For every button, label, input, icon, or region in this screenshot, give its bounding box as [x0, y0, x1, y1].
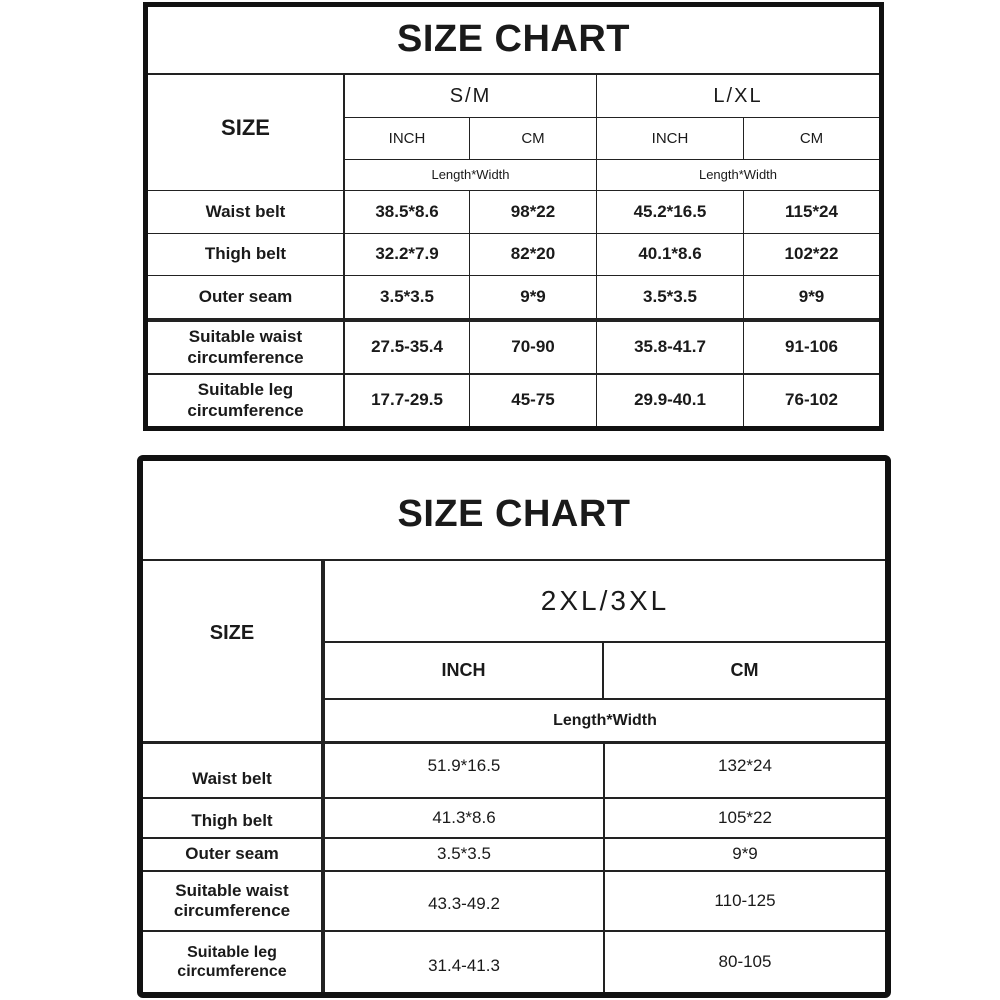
- row-label-waist-belt: Waist belt: [192, 769, 272, 789]
- measure-label: Length*Width: [431, 167, 510, 183]
- row-label-waist-circumference: Suitable waist circumference: [173, 880, 291, 920]
- table-cell: 29.9-40.1: [634, 390, 706, 410]
- table-cell: 80-105: [718, 951, 772, 971]
- measure-label: Length*Width: [553, 711, 657, 729]
- table-cell: 132*24: [718, 756, 772, 776]
- unit-cm: CM: [521, 129, 545, 147]
- unit-inch: INCH: [651, 129, 689, 147]
- size-chart-2xl-3xl: [137, 455, 891, 998]
- table-cell: 41.3*8.6: [432, 807, 496, 827]
- table-cell: 45.2*16.5: [633, 201, 707, 221]
- table-cell: 38.5*8.6: [375, 201, 439, 221]
- row-label-outer-seam: Outer seam: [185, 844, 279, 864]
- table-cell: 115*24: [785, 201, 838, 221]
- measure-label: Length*Width: [698, 167, 778, 183]
- chart-title: SIZE CHART: [397, 493, 631, 536]
- row-label-thigh-belt: Thigh belt: [191, 810, 273, 830]
- chart-title: SIZE CHART: [397, 18, 630, 61]
- table-cell: 17.7-29.5: [371, 390, 443, 410]
- size-header: SIZE: [209, 622, 255, 644]
- unit-cm: CM: [799, 129, 824, 147]
- row-label-waist-belt: Waist belt: [205, 201, 286, 221]
- row-label-thigh-belt: Thigh belt: [204, 244, 287, 264]
- table-cell: 3.5*3.5: [643, 286, 697, 306]
- size-group-lxl: L/XL: [713, 85, 763, 107]
- table-cell: 105*22: [718, 807, 772, 827]
- unit-inch: INCH: [388, 129, 426, 147]
- table-cell: 3.5*3.5: [380, 286, 434, 306]
- table-cell: 43.3-49.2: [428, 893, 500, 913]
- row-label-leg-circumference: Suitable leg circumference: [177, 943, 287, 980]
- table-cell: 51.9*16.5: [427, 756, 501, 776]
- table-cell: 9*9: [798, 286, 825, 306]
- table-cell: 31.4-41.3: [428, 955, 500, 975]
- table-cell: 9*9: [520, 286, 546, 306]
- unit-inch: INCH: [441, 659, 486, 680]
- table-cell: 35.8-41.7: [634, 337, 706, 357]
- unit-cm: CM: [730, 659, 759, 680]
- size-header: SIZE: [221, 115, 270, 141]
- table-cell: 102*22: [784, 244, 839, 264]
- table-cell: 3.5*3.5: [437, 844, 491, 864]
- table-cell: 76-102: [785, 390, 838, 410]
- size-group-sm: S/M: [449, 85, 492, 107]
- table-cell: 110-125: [714, 890, 776, 910]
- size-group-2xl-3xl: 2XL/3XL: [540, 585, 670, 617]
- table-cell: 27.5-35.4: [371, 337, 443, 357]
- size-chart-sm-lxl: [143, 2, 884, 431]
- table-cell: 40.1*8.6: [638, 244, 702, 264]
- table-cell: 91-106: [785, 337, 838, 357]
- row-label-waist-circumference: Suitable waist circumference: [187, 327, 304, 367]
- table-cell: 32.2*7.9: [375, 244, 439, 264]
- table-cell: 45-75: [511, 390, 555, 410]
- table-cell: 70-90: [511, 337, 555, 357]
- table-cell: 9*9: [732, 844, 758, 864]
- table-cell: 98*22: [510, 201, 556, 221]
- table-cell: 82*20: [510, 244, 556, 264]
- row-label-outer-seam: Outer seam: [198, 286, 293, 306]
- row-label-leg-circumference: Suitable leg circumference: [187, 380, 304, 420]
